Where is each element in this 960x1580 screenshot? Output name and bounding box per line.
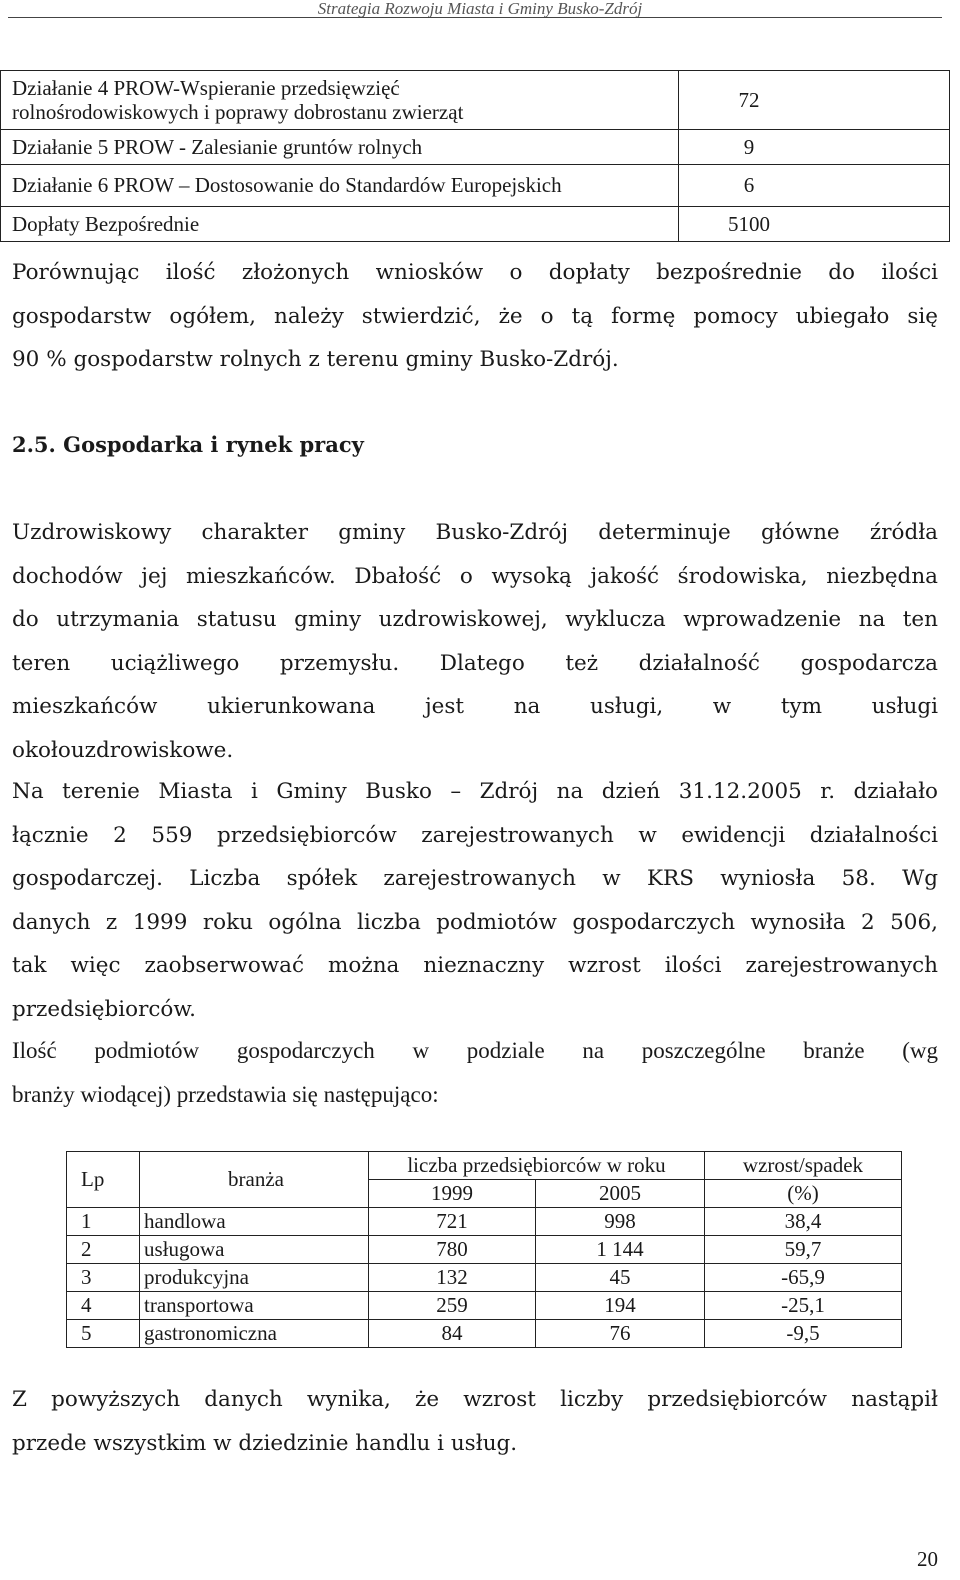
text-line: danych z 1999 roku ogólna liczba podmiotów gospodarczych wynosiła 2 506, [12, 909, 938, 935]
cell-lp: 4 [67, 1292, 140, 1320]
text-line: branży wiodącej) przedstawia się następująco: [12, 1081, 439, 1107]
measure-label: Działanie 6 PROW – Dostosowanie do Standardów Europejskich [1, 165, 679, 207]
text-line: gospodarczej. Liczba spółek zarejestrowanych w KRS wyniosła 58. Wg [12, 866, 938, 891]
cell-branch: produkcyjna [140, 1264, 369, 1292]
cell-lp: 5 [67, 1320, 140, 1348]
text-line: Na terenie Miasta i Gminy Busko – Zdrój na dzień 31.12.2005 r. działało [12, 779, 938, 804]
measure-label: Działanie 5 PROW - Zalesianie gruntów rolnych [1, 130, 679, 165]
text-line: Uzdrowiskowy charakter gminy Busko-Zdrój determinuje główne źródła [12, 520, 938, 545]
text-line: tak więc zaobserwować można nieznaczny wzrost ilości zarejestrowanych [12, 953, 938, 978]
paragraph-entrepreneurs [12, 770, 938, 1031]
table-row [67, 1208, 902, 1236]
cell-2005: 1 144 [536, 1236, 705, 1264]
column-header-change: wzrost/spadek [705, 1152, 902, 1180]
cell-change: -9,5 [705, 1320, 902, 1348]
measure-label [1, 71, 679, 130]
measure-label-line: rolnośrodowiskowych i poprawy dobrostanu zwierząt [12, 100, 464, 124]
text-line: mieszkańców ukierunkowana jest na usługi, w tym usługi [12, 694, 938, 719]
text-line: gospodarstw ogółem, należy stwierdzić, że o tą formę pomocy ubiegało się [12, 303, 938, 329]
cell-branch: usługowa [140, 1236, 369, 1264]
cell-1999: 721 [369, 1208, 536, 1236]
cell-2005: 194 [536, 1292, 705, 1320]
table-header-row [67, 1152, 902, 1180]
measure-label: Dopłaty Bezpośrednie [1, 207, 679, 242]
cell-change: -65,9 [705, 1264, 902, 1292]
cell-2005: 45 [536, 1264, 705, 1292]
text-line: przedsiębiorców. [12, 996, 197, 1022]
paragraph-table-intro [12, 1029, 938, 1116]
cell-1999: 259 [369, 1292, 536, 1320]
paragraph-conclusion [12, 1378, 938, 1465]
cell-1999: 780 [369, 1236, 536, 1264]
text-line: Z powyższych danych wynika, że wzrost liczby przedsiębiorców nastąpił [12, 1387, 938, 1412]
text-line: Ilość podmiotów gospodarczych w podziale na poszczególne branże (wg [12, 1038, 938, 1063]
cell-2005: 76 [536, 1320, 705, 1348]
section-heading: 2.5. Gospodarka i rynek pracy [12, 432, 364, 457]
cell-change: 38,4 [705, 1208, 902, 1236]
cell-branch: gastronomiczna [140, 1320, 369, 1348]
column-header-branch: branża [140, 1152, 369, 1208]
text-line: 90 % gospodarstw rolnych z terenu gminy Busko-Zdrój. [12, 347, 619, 372]
cell-1999: 132 [369, 1264, 536, 1292]
measure-label-line: Działanie 4 PROW-Wspieranie przedsięwzięć [12, 76, 400, 100]
table-row [67, 1264, 902, 1292]
cell-lp: 1 [67, 1208, 140, 1236]
table-row [1, 71, 950, 130]
measure-value: 5100 [679, 207, 950, 242]
cell-2005: 998 [536, 1208, 705, 1236]
cell-change: 59,7 [705, 1236, 902, 1264]
paragraph-direct-payments [12, 251, 938, 382]
measure-value: 6 [679, 165, 950, 207]
cell-lp: 3 [67, 1264, 140, 1292]
business-branches-table [66, 1151, 902, 1348]
table-row [1, 130, 950, 165]
cell-branch: handlowa [140, 1208, 369, 1236]
column-header-count-group: liczba przedsiębiorców w roku [369, 1152, 705, 1180]
text-line: teren uciążliwego przemysłu. Dlatego też działalność gospodarcza [12, 650, 938, 676]
cell-lp: 2 [67, 1236, 140, 1264]
column-header-year-2005: 2005 [536, 1180, 705, 1208]
table-row [1, 207, 950, 242]
header-rule [8, 17, 942, 18]
column-header-year-1999: 1999 [369, 1180, 536, 1208]
running-header: Strategia Rozwoju Miasta i Gminy Busko-Zdrój [317, 0, 643, 18]
page-number: 20 [917, 1547, 938, 1571]
text-line: do utrzymania statusu gminy uzdrowiskowej, wyklucza wprowadzenie na ten [12, 607, 938, 632]
column-header-lp: Lp [67, 1152, 140, 1208]
cell-branch: transportowa [140, 1292, 369, 1320]
table-row [67, 1292, 902, 1320]
cell-change: -25,1 [705, 1292, 902, 1320]
measure-value: 9 [679, 130, 950, 165]
table-row [67, 1236, 902, 1264]
column-header-change-unit: (%) [705, 1180, 902, 1208]
text-line: łącznie 2 559 przedsiębiorców zarejestrowanych w ewidencji działalności [12, 822, 938, 848]
measure-value: 72 [679, 71, 950, 130]
table-row [67, 1320, 902, 1348]
table-row [1, 165, 950, 207]
text-line: Porównując ilość złożonych wniosków o dopłaty bezpośrednie do ilości [12, 260, 938, 285]
paragraph-economy [12, 511, 938, 772]
support-measures-table [0, 70, 950, 242]
cell-1999: 84 [369, 1320, 536, 1348]
text-line: przede wszystkim w dziedzinie handlu i usług. [12, 1430, 518, 1456]
text-line: okołouzdrowiskowe. [12, 737, 234, 763]
text-line: dochodów jej mieszkańców. Dbałość o wysoką jakość środowiska, niezbędna [12, 563, 938, 589]
